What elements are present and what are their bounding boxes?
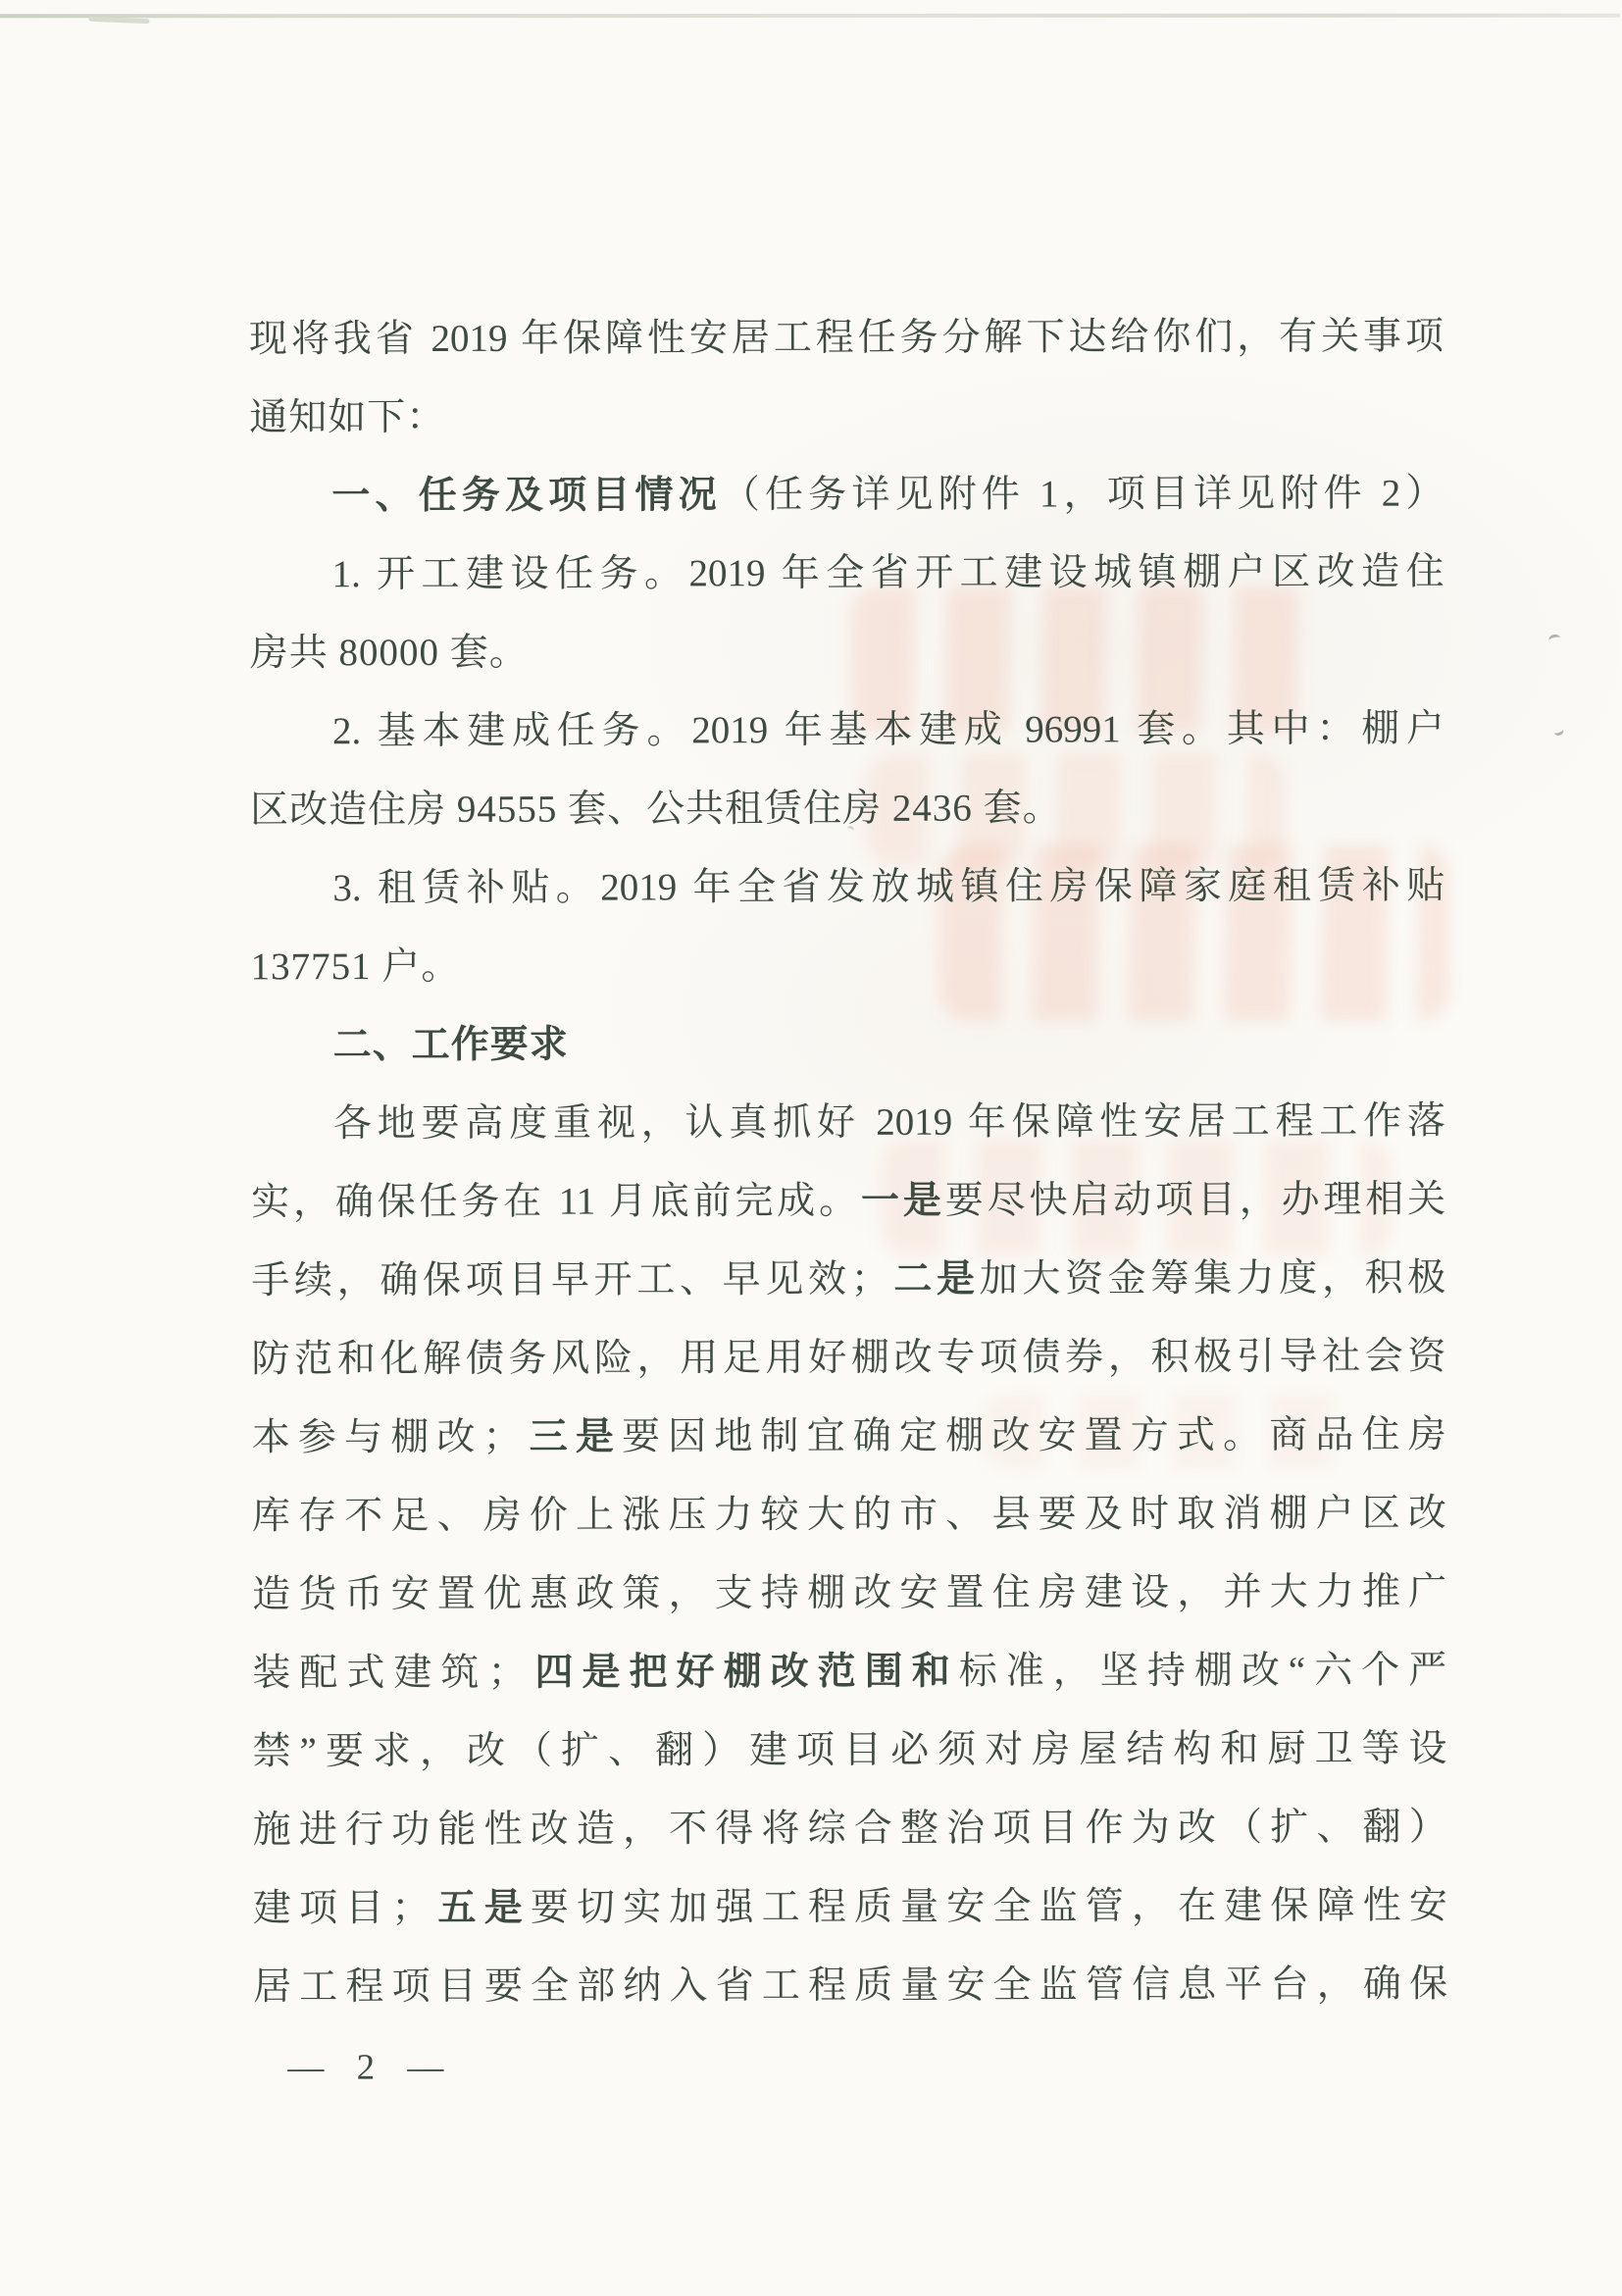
page-number-footer: — 2 — — [287, 2047, 448, 2088]
text-line — [251, 1160, 1445, 1242]
text-line — [250, 768, 1445, 849]
text-run: 现将我省 2019 年保障性安居工程任务分解下达给你们，有关事项 — [248, 315, 1445, 361]
emphasis-text-run: 二、工作要求 — [332, 1023, 569, 1067]
text-line — [253, 1945, 1447, 2026]
text-run: 标准，坚持棚改“六个严 — [958, 1649, 1447, 1693]
text-line — [253, 1866, 1447, 1948]
text-line — [253, 1788, 1447, 1869]
text-run: 施进行功能性改造，不得将综合整治项目作为改（扩、翻） — [252, 1806, 1447, 1852]
text-run: 居工程项目要全部纳入省工程质量安全监管信息平台，确保 — [253, 1963, 1448, 2009]
scan-speck — [1547, 634, 1561, 645]
text-line — [249, 533, 1444, 614]
text-run: 要尽快启动项目，办理相关 — [944, 1178, 1446, 1222]
text-run: 加大资金筹集力度，积极 — [979, 1256, 1446, 1301]
text-run: 装配式建筑； — [252, 1651, 527, 1695]
text-line — [252, 1553, 1446, 1634]
text-run: 137751 户。 — [250, 944, 461, 989]
emphasis-text-run: 五是 — [430, 1886, 531, 1929]
text-run: 1. 开工建设任务。2019 年全省开工建设城镇棚户区改造住 — [331, 550, 1445, 596]
text-run: 要切实加强工程质量安全监管，在建保障性安 — [530, 1884, 1447, 1929]
text-run: 本参与棚改； — [251, 1415, 522, 1459]
emphasis-text-run: 一是 — [860, 1179, 945, 1222]
text-line — [249, 376, 1444, 457]
emphasis-text-run: 一、任务及项目情况 — [331, 474, 722, 518]
document-body — [249, 297, 1447, 2026]
text-line — [251, 1239, 1445, 1320]
text-run: 区改造住房 94555 套、公共租赁住房 2436 套。 — [250, 787, 1062, 832]
emphasis-text-run: 四是把好棚改范围和 — [526, 1650, 959, 1694]
text-line — [252, 1709, 1446, 1791]
text-run: 通知如下： — [249, 395, 446, 439]
text-run: 库存不足、房价上涨压力较大的市、县要及时取消棚户区改 — [251, 1492, 1446, 1538]
text-run: 房共 80000 套。 — [249, 631, 529, 675]
scan-speck — [1552, 725, 1564, 737]
text-run: 要因地制宜确定棚改安置方式。商品住房 — [621, 1413, 1446, 1458]
text-run: 禁”要求，改（扩、翻）建项目必须对房屋结构和厨卫等设 — [252, 1727, 1447, 1773]
text-line — [251, 1082, 1445, 1163]
scan-edge-line — [0, 14, 1620, 19]
text-run: 建项目； — [252, 1886, 431, 1930]
text-line — [252, 1631, 1446, 1712]
text-line — [252, 1474, 1446, 1556]
text-line — [249, 454, 1444, 536]
text-run: （任务详见附件 1，项目详见附件 2） — [721, 472, 1445, 517]
text-line — [250, 846, 1445, 928]
text-run: 3. 租赁补贴。2019 年全省发放城镇住房保障家庭租赁补贴 — [332, 864, 1445, 910]
emphasis-text-run: 二是 — [888, 1257, 980, 1301]
text-run: 手续，确保项目早开工、早见效； — [251, 1257, 889, 1302]
emphasis-text-run: 三是 — [521, 1415, 623, 1458]
text-line — [250, 611, 1445, 692]
text-line — [251, 1003, 1445, 1085]
text-line — [252, 1396, 1446, 1477]
text-run: 2. 基本建成任务。2019 年基本建成 96991 套。其中：棚户 — [331, 707, 1445, 753]
text-run: 各地要高度重视，认真抓好 2019 年保障性安居工程工作落 — [332, 1099, 1445, 1146]
text-run: 实，确保任务在 11 月底前完成。 — [251, 1179, 862, 1224]
text-line — [249, 297, 1444, 379]
text-run: 防范和化解债务风险，用足用好棚改专项债券，积极引导社会资 — [251, 1335, 1446, 1381]
text-line — [251, 1317, 1445, 1399]
text-run: 造货币安置优惠政策，支持棚改安置住房建设，并大力推广 — [252, 1570, 1447, 1616]
text-line — [250, 925, 1445, 1006]
text-line — [250, 689, 1445, 771]
